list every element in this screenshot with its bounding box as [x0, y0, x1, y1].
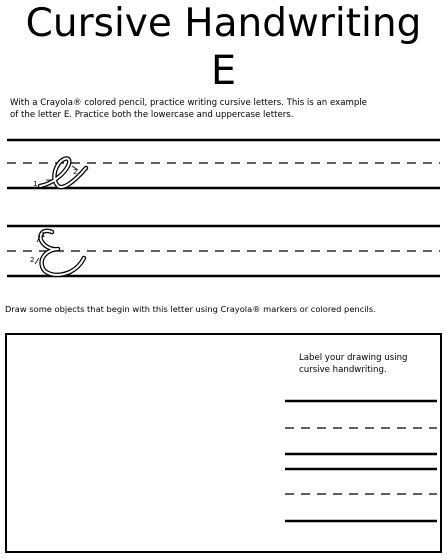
- drawing-instructions: Draw some objects that begin with this letter using Crayola® markers or colored pencils.: [5, 304, 376, 314]
- instructions-line-2: of the letter E. Practice both the lowercase and uppercase letters.: [10, 110, 294, 120]
- label-instructions-line-2: cursive handwriting.: [299, 365, 387, 375]
- page-title: Cursive Handwriting: [25, 1, 422, 46]
- lowercase-stroke-1: 1: [33, 180, 38, 188]
- featured-letter: E: [210, 48, 237, 94]
- label-instructions: [299, 352, 439, 376]
- uppercase-stroke-2: 2: [30, 256, 35, 264]
- uppercase-stroke-1: 1: [41, 231, 46, 239]
- instructions-line-1: With a Crayola® colored pencil, practice writing cursive letters. This is an example: [10, 98, 367, 108]
- lowercase-stroke-2: 2: [73, 168, 78, 176]
- uppercase-e-example: [30, 231, 84, 275]
- label-instructions-line-1: Label your drawing using: [299, 353, 408, 363]
